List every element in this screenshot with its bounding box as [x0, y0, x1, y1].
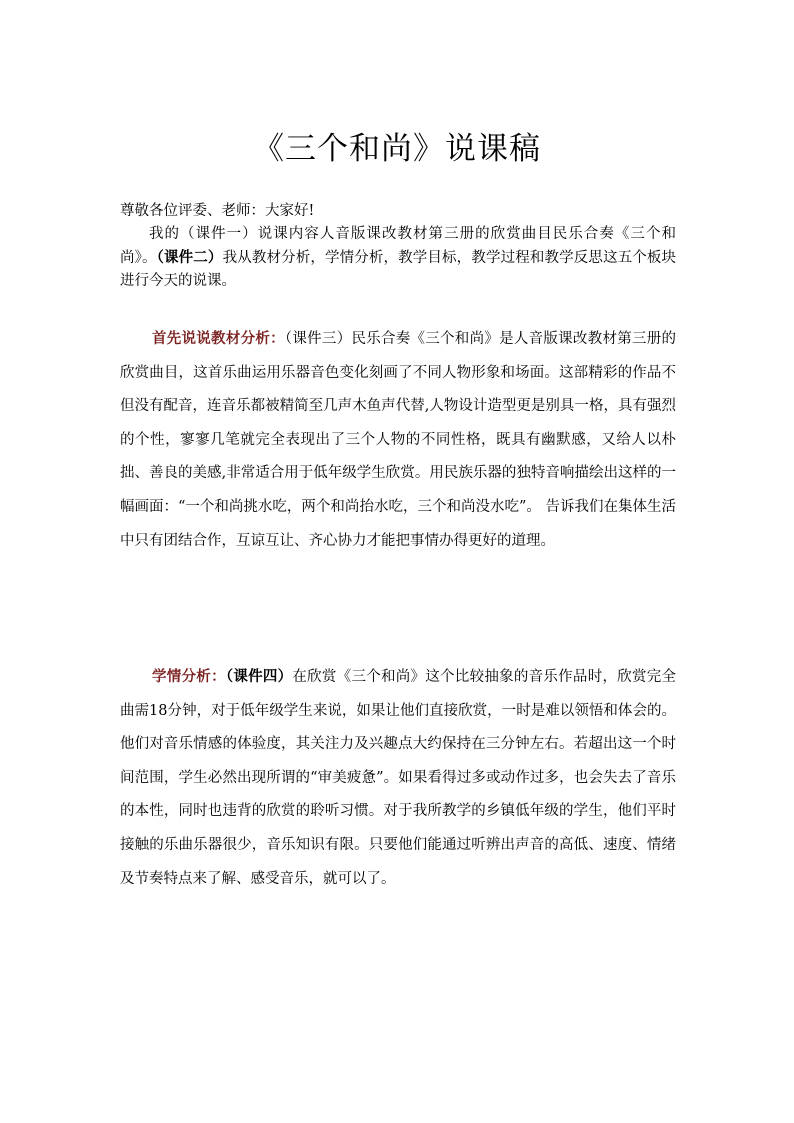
courseware-4-label: （课件四）	[225, 668, 293, 685]
textbook-analysis-colon: ：	[270, 330, 285, 347]
textbook-analysis-heading: 首先说说教材分析	[152, 330, 271, 347]
intro-text-c: 我从教材分析，学情分析，教学目标，教学过程和教学反思这五个板块进行今天的说课。	[120, 250, 677, 289]
courseware-2-label: （课件二）	[156, 249, 223, 266]
learner-analysis-heading: 学情分析	[152, 668, 212, 685]
learner-analysis-colon: ：	[211, 668, 226, 685]
greeting-line: 尊敬各位评委、老师：大家好!	[120, 203, 315, 219]
intro-block	[120, 200, 676, 293]
intro-text-a: 我的（课件一）说课内容人音版课改教材第三册的欣赏曲目民乐合奏《三个和尚》。	[120, 226, 676, 266]
learner-analysis-body: 在欣赏《三个和尚》这个比较抽象的音乐作品时，欣赏完全曲需18分钟，对于低年级学生来说，如果让他们直接欣赏，一时是难以领悟和体会的。他们对音乐情感的体验度，其关注力及兴趣点大约保持在三分钟左右。若超出这一个时间范围，学生必然出现所谓的“审美疲惫”。如果看得过多或动作过多，也会失去了音乐的本性，同时也违背的欣赏的聆听习惯。对于我所教学的乡镇低年级的学生，他们平时接触的乐曲乐器很少，音乐知识有限。只要他们能通过听辨出声音的高低、速度、情绪及节奏特点来了解、感受音乐，就可以了。	[120, 669, 677, 887]
textbook-analysis-section	[120, 322, 676, 558]
learner-analysis-section	[120, 660, 676, 896]
intro-paragraph	[120, 223, 676, 293]
page-title: 《三个和尚》说课稿	[253, 130, 541, 167]
textbook-analysis-body: （课件三）民乐合奏《三个和尚》是人音版课改教材第三册的欣赏曲目，这首乐曲运用乐器音色变化刻画了不同人物形象和场面。这部精彩的作品不但没有配音，连音乐都被精简至几声木鱼声代替,人物设计造型更是别具一格，具有强烈的个性，寥寥几笔就完全表现出了三个人物的不同性格，既具有幽默感，又给人以朴拙、善良的美感,非常适合用于低年级学生欣赏。用民族乐器的独特音响描绘出这样的一幅画面：“一个和尚挑水吃，两个和尚抬水吃，三个和尚没水吃”。 告诉我们在集体生活中只有团结合作，互谅互让、齐心协力才能把事情办得更好的道理。	[120, 331, 677, 549]
